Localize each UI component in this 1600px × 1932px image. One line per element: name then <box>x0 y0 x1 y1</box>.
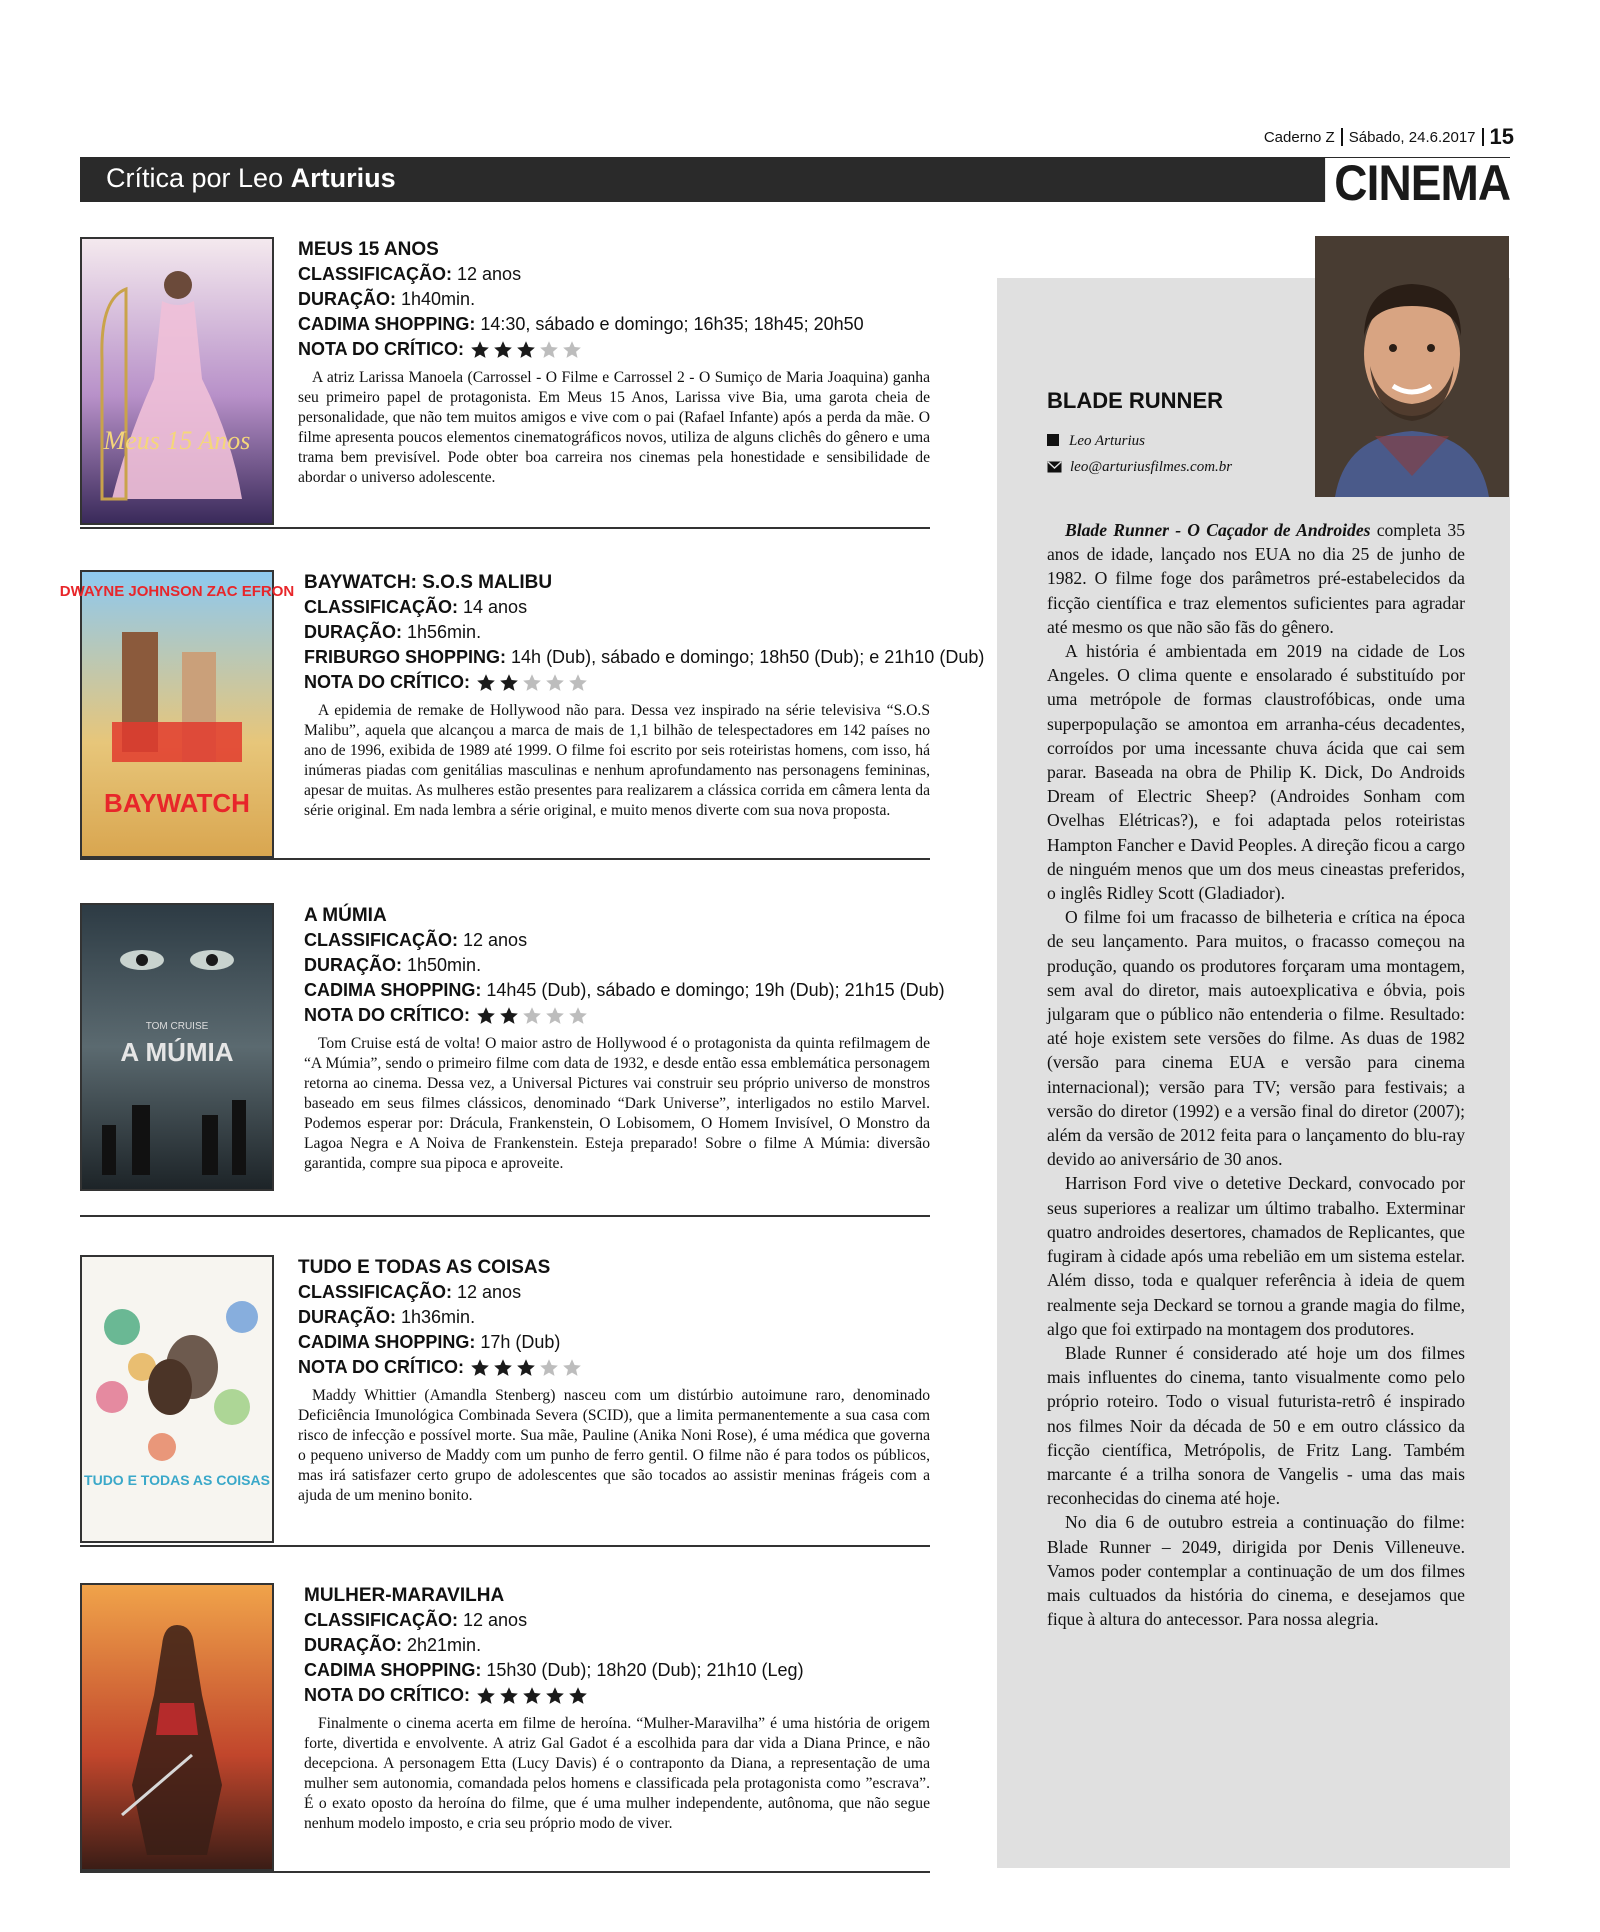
review-text: Tom Cruise está de volta! O maior astro de Hollywood é o protagonista da quinta refilmagem de “A Múmia”, sendo o primeiro filme com data de 1932, e desde então essa emblemática personagem retorna ao cinema. Dessa vez, a Universal Pictures vai construir seu próprio universo de monstros baseado em seus filmes clássicos, denominado “Dark Universe”, interligados no estilo Marvel. Podemos esperar por: Drácula, Frankenstein, O Lobisomem, O Homem Invisível, O Monstro da Lagoa Negra e A Noiva de Frankenstein. Esteja preparado! Sobre o filme A Múmia: diversão garantida, compre sua pipoca e aproveite. <box>304 1035 930 1172</box>
review-card <box>80 903 945 1217</box>
rating-value: 12 anos <box>463 930 528 950</box>
star-empty-icon <box>562 1358 582 1378</box>
folio-date: Sábado, 24.6.2017 <box>1348 128 1476 146</box>
star-rating <box>476 673 588 693</box>
venue-label: FRIBURGO SHOPPING: <box>304 647 507 667</box>
star-filled-icon <box>476 1686 496 1706</box>
star-filled-icon <box>493 1358 513 1378</box>
review-info <box>298 1255 930 1506</box>
star-filled-icon <box>476 673 496 693</box>
critic-label: NOTA DO CRÍTICO: <box>304 1685 470 1705</box>
critic-label: NOTA DO CRÍTICO: <box>298 339 464 359</box>
showtimes-value: 14h (Dub), sábado e domingo; 18h50 (Dub); e 21h10 (Dub) <box>511 647 985 667</box>
duration-value: 1h50min. <box>407 955 482 975</box>
showtimes-row <box>298 1330 930 1355</box>
review-card <box>59 570 985 860</box>
showtimes-row <box>304 645 985 670</box>
movie-poster <box>80 903 274 1191</box>
star-filled-icon <box>545 1686 565 1706</box>
rating-label: CLASSIFICAÇÃO: <box>304 597 458 617</box>
rating-label: CLASSIFICAÇÃO: <box>298 1282 452 1302</box>
duration-row <box>298 1305 930 1330</box>
rating-value: 12 anos <box>457 1282 522 1302</box>
square-bullet-icon <box>1047 434 1059 446</box>
author-block <box>1047 428 1232 482</box>
page-number: 15 <box>1489 124 1514 149</box>
movie-title: BAYWATCH: S.O.S MALIBU <box>304 572 553 593</box>
star-rating <box>476 1006 588 1026</box>
duration-value: 1h40min. <box>401 289 476 309</box>
duration-label: DURAÇÃO: <box>304 1635 402 1655</box>
byline-name: Arturius <box>290 163 396 193</box>
critic-score-row <box>298 1355 930 1380</box>
review-text: Finalmente o cinema acerta em filme de heroína. “Mulher-Maravilha” é uma história de origem forte, divertida e envolvente. A atriz Gal Gadot é a escolhida para dar vida a Diana Prince, e não decepciona. A personagem Etta (Lucy Davis) é o contraponto da Diana, a representação de uma mulher sem autonomia, comandada pelos homens e classificada pela protagonista como ”escrava”. É o exato oposto da heroína do filme, que é uma mulher independente, autônoma, que não segue nenhum modelo imposto, e cria seu próprio modo de viver. <box>304 1715 930 1832</box>
byline <box>106 163 396 194</box>
duration-label: DURAÇÃO: <box>304 622 402 642</box>
folio-divider <box>1482 128 1484 146</box>
star-empty-icon <box>568 673 588 693</box>
duration-label: DURAÇÃO: <box>298 1307 396 1327</box>
duration-label: DURAÇÃO: <box>298 289 396 309</box>
duration-row <box>304 953 930 978</box>
email-line <box>1047 454 1232 482</box>
rating-value: 14 anos <box>463 597 528 617</box>
critic-score-row <box>304 670 930 695</box>
header-bar <box>80 157 1510 202</box>
critic-score-row <box>304 1683 930 1708</box>
star-rating <box>470 1358 582 1378</box>
poster-cast: DWAYNE JOHNSON ZAC EFRON <box>59 583 295 600</box>
duration-value: 1h36min. <box>401 1307 476 1327</box>
review-card <box>80 1583 930 1873</box>
poster-title: BAYWATCH <box>104 788 250 818</box>
star-empty-icon <box>539 1358 559 1378</box>
star-rating <box>476 1686 588 1706</box>
author-photo <box>1315 236 1509 497</box>
star-filled-icon <box>470 340 490 360</box>
rating-row <box>298 1280 930 1305</box>
star-filled-icon <box>516 340 536 360</box>
star-filled-icon <box>522 1686 542 1706</box>
review-card <box>80 1255 930 1547</box>
star-filled-icon <box>470 1358 490 1378</box>
article-paragraph <box>1047 518 1465 639</box>
page-folio <box>1264 124 1514 150</box>
movie-poster <box>80 1583 274 1871</box>
critic-score-row <box>304 1003 930 1028</box>
poster-title: TUDO E TODAS AS COISAS <box>84 1472 270 1488</box>
star-rating <box>470 340 582 360</box>
star-filled-icon <box>499 1006 519 1026</box>
article-paragraph: A história é ambientada em 2019 na cidade de Los Angeles. O clima quente e ensolarado é substituído por uma metrópole de formas claustrofóbicas, onde uma superpopulação se amontoa em arranha-céus decadentes, corroídos por uma incessante chuva ácida que cai sem parar. Baseada na obra de Philip K. Dick, Do Androids Dream of Electric Sheep? (Androides Sonham com Ovelhas Elétricas?), e foi adaptada pelos roteiristas Hampton Fancher e David Peoples. A direção ficou a cargo de ninguém menos que um dos meus cineastas preferidos, o inglês Ridley Scott (Gladiador). <box>1047 641 1465 904</box>
star-filled-icon <box>499 673 519 693</box>
section-title: CINEMA <box>1325 158 1510 208</box>
star-filled-icon <box>568 1686 588 1706</box>
showtimes-value: 14h45 (Dub), sábado e domingo; 19h (Dub); 21h15 (Dub) <box>486 980 945 1000</box>
movie-poster <box>80 237 274 525</box>
rating-label: CLASSIFICAÇÃO: <box>304 930 458 950</box>
rating-value: 12 anos <box>457 264 522 284</box>
star-empty-icon <box>545 1006 565 1026</box>
critic-label: NOTA DO CRÍTICO: <box>304 1005 470 1025</box>
showtimes-value: 14:30, sábado e domingo; 16h35; 18h45; 20h50 <box>480 314 864 334</box>
star-empty-icon <box>568 1006 588 1026</box>
critic-label: NOTA DO CRÍTICO: <box>298 1357 464 1377</box>
author-line <box>1047 428 1232 454</box>
rating-value: 12 anos <box>463 1610 528 1630</box>
author-email[interactable]: leo@arturiusfilmes.com.br <box>1070 459 1233 475</box>
rating-row <box>304 595 930 620</box>
duration-value: 2h21min. <box>407 1635 482 1655</box>
envelope-icon <box>1047 456 1062 482</box>
review-info <box>304 1583 930 1834</box>
review-text: A atriz Larissa Manoela (Carrossel - O Filme e Carrossel 2 - O Sumiço de Maria Joaquina) ganha seu primeiro papel de protagonista. Em Meus 15 Anos, Larissa vive Bia, uma garota cheia de personalidade, que não tem muitos amigos e vive com o pai (Rafael Infante) após a perda da mãe. O filme apresenta poucos elementos cinematográficos novos, utiliza de alguns clichês do gênero e uma trama bem previsível. Pode obter boa carreira nos cinemas pela honestidade e sensibilidade de abordar o universo adolescente. <box>298 369 930 486</box>
sidebar-article <box>997 278 1510 1868</box>
article-paragraph: O filme foi um fracasso de bilheteria e crítica na época de seu lançamento. Para muitos, o fracasso começou na produção, quando os produtores forçaram uma montagem, sem aval do diretor, mais autoexplicativa e óbvia, pois julgaram que o público não entenderia o filme. Resultado: até hoje existem sete versões do filme. As duas de 1982 (versão para cinema EUA e versão para cinema internacional); versão para TV; versão para festivais; a versão do diretor (1992) e a versão final do diretor (2007); além da versão de 2012 feita para o lançamento do blu-ray devido ao aniversário de 30 anos. <box>1047 907 1465 1170</box>
poster-title: Meus 15 Anos <box>103 426 251 455</box>
star-filled-icon <box>499 1686 519 1706</box>
review-text: A epidemia de remake de Hollywood não para. Dessa vez inspirado na série televisiva “S.O.S Malibu”, aquela que alcançou a marca de mais de 1,1 bilhão de telespectadores em 142 países no ano de 1996, exibida de 1989 até 1999. O filme foi escrito por seis roteiristas homens, com isso, há inúmeras piadas com genitálias masculinas e nenhum aprofundamento nas personagens femininas, apesar de muitas. As mulheres estão presentes para realizarem a clássica corrida em câmera lenta da série original. Em nada lembra a série original, e muito menos diverte com sua nova proposta. <box>304 702 930 819</box>
duration-row <box>304 1633 930 1658</box>
duration-row <box>298 287 930 312</box>
movie-title: A MÚMIA <box>304 905 387 926</box>
critic-label: NOTA DO CRÍTICO: <box>304 672 470 692</box>
critic-score-row <box>298 337 930 362</box>
review-info <box>298 237 930 488</box>
star-filled-icon <box>493 340 513 360</box>
star-empty-icon <box>562 340 582 360</box>
star-empty-icon <box>522 1006 542 1026</box>
rating-row <box>304 1608 930 1633</box>
duration-label: DURAÇÃO: <box>304 955 402 975</box>
duration-value: 1h56min. <box>407 622 482 642</box>
article-text: completa 35 anos de idade, lançado nos EUA no dia 25 de junho de 1982. O filme foge dos parâmetros pré-estabelecidos da ficção científica e traz elementos suficientes para agradar até mesmo os que não são fãs do gênero. <box>1047 520 1465 637</box>
star-filled-icon <box>476 1006 496 1026</box>
author-name: Leo Arturius <box>1069 433 1145 449</box>
rating-label: CLASSIFICAÇÃO: <box>298 264 452 284</box>
article-lead: Blade Runner - O Caçador de Androides <box>1065 520 1371 540</box>
venue-label: CADIMA SHOPPING: <box>298 314 476 334</box>
movie-title: MULHER-MARAVILHA <box>304 1585 505 1606</box>
star-empty-icon <box>539 340 559 360</box>
review-info <box>304 903 945 1174</box>
showtimes-value: 17h (Dub) <box>480 1332 561 1352</box>
article-paragraph: No dia 6 de outubro estreia a continuação do filme: Blade Runner – 2049, dirigida por Denis Villeneuve. Vamos poder contemplar a continuação de um dos filmes mais cultuados da história do cinema, e desejamos que fique à altura do antecessor. Para nossa alegria. <box>1047 1512 1465 1630</box>
article-paragraph: Blade Runner é considerado até hoje um dos filmes mais influentes do cinema, tanto visualmente como pelo próprio roteiro. Todo o visual futurista-retrô é inspirado nos filmes Noir da década de 50 e em outro clássico da ficção científica, Metrópolis, de Fritz Lang. Também marcante é a trilha sonora de Vangelis - uma das mais reconhecidas do cinema até hoje. <box>1047 1342 1465 1509</box>
star-empty-icon <box>545 673 565 693</box>
venue-label: CADIMA SHOPPING: <box>304 980 482 1000</box>
folio-divider <box>1341 128 1343 146</box>
movie-title: TUDO E TODAS AS COISAS <box>298 1257 551 1278</box>
showtimes-row <box>304 1658 930 1683</box>
movie-poster <box>80 1255 274 1543</box>
movie-poster <box>59 570 295 858</box>
duration-row <box>304 620 930 645</box>
showtimes-row <box>298 312 930 337</box>
movie-title: MEUS 15 ANOS <box>298 239 439 260</box>
poster-cast: TOM CRUISE <box>145 1021 209 1032</box>
rating-label: CLASSIFICAÇÃO: <box>304 1610 458 1630</box>
review-info <box>304 570 985 821</box>
poster-title: A MÚMIA <box>120 1037 234 1067</box>
review-text: Maddy Whittier (Amandla Stenberg) nasceu com um distúrbio autoimune raro, denominado Deficiência Imunológica Combinada Severa (SCID), que a limita permanentemente a sua casa com risco de infecção e possível morte. Sua mãe, Pauline (Anika Noni Rose), é uma médica que governa o pequeno universo de Maddy com um punho de ferro gentil. O filme não é para todos os públicos, mas irá satisfazer certo grupo de adolescentes que são tocados ao assistir meninas frágeis com a ajuda de um menino bonito. <box>298 1387 930 1504</box>
review-card <box>80 237 930 529</box>
rating-row <box>298 262 930 287</box>
star-filled-icon <box>516 1358 536 1378</box>
venue-label: CADIMA SHOPPING: <box>304 1660 482 1680</box>
folio-section: Caderno Z <box>1263 128 1335 146</box>
rating-row <box>304 928 930 953</box>
article-paragraph: Harrison Ford vive o detetive Deckard, convocado por seus superiores a realizar um último trabalho. Exterminar quatro androides desertores, chamados de Replicantes, que fugiram à cidade após uma rebelião em um sistema estelar. Além disso, toda e qualquer referência à ideia de quem realmente seja Deckard se tornou a grande magia do filme, algo que foi extirpado na montagem dos produtores. <box>1047 1173 1465 1339</box>
showtimes-row <box>304 978 945 1003</box>
article-body <box>1047 518 1465 1631</box>
byline-prefix: Crítica por Leo <box>106 163 284 193</box>
venue-label: CADIMA SHOPPING: <box>298 1332 476 1352</box>
star-empty-icon <box>522 673 542 693</box>
showtimes-value: 15h30 (Dub); 18h20 (Dub); 21h10 (Leg) <box>486 1660 804 1680</box>
sidebar-heading: BLADE RUNNER <box>1047 388 1223 413</box>
